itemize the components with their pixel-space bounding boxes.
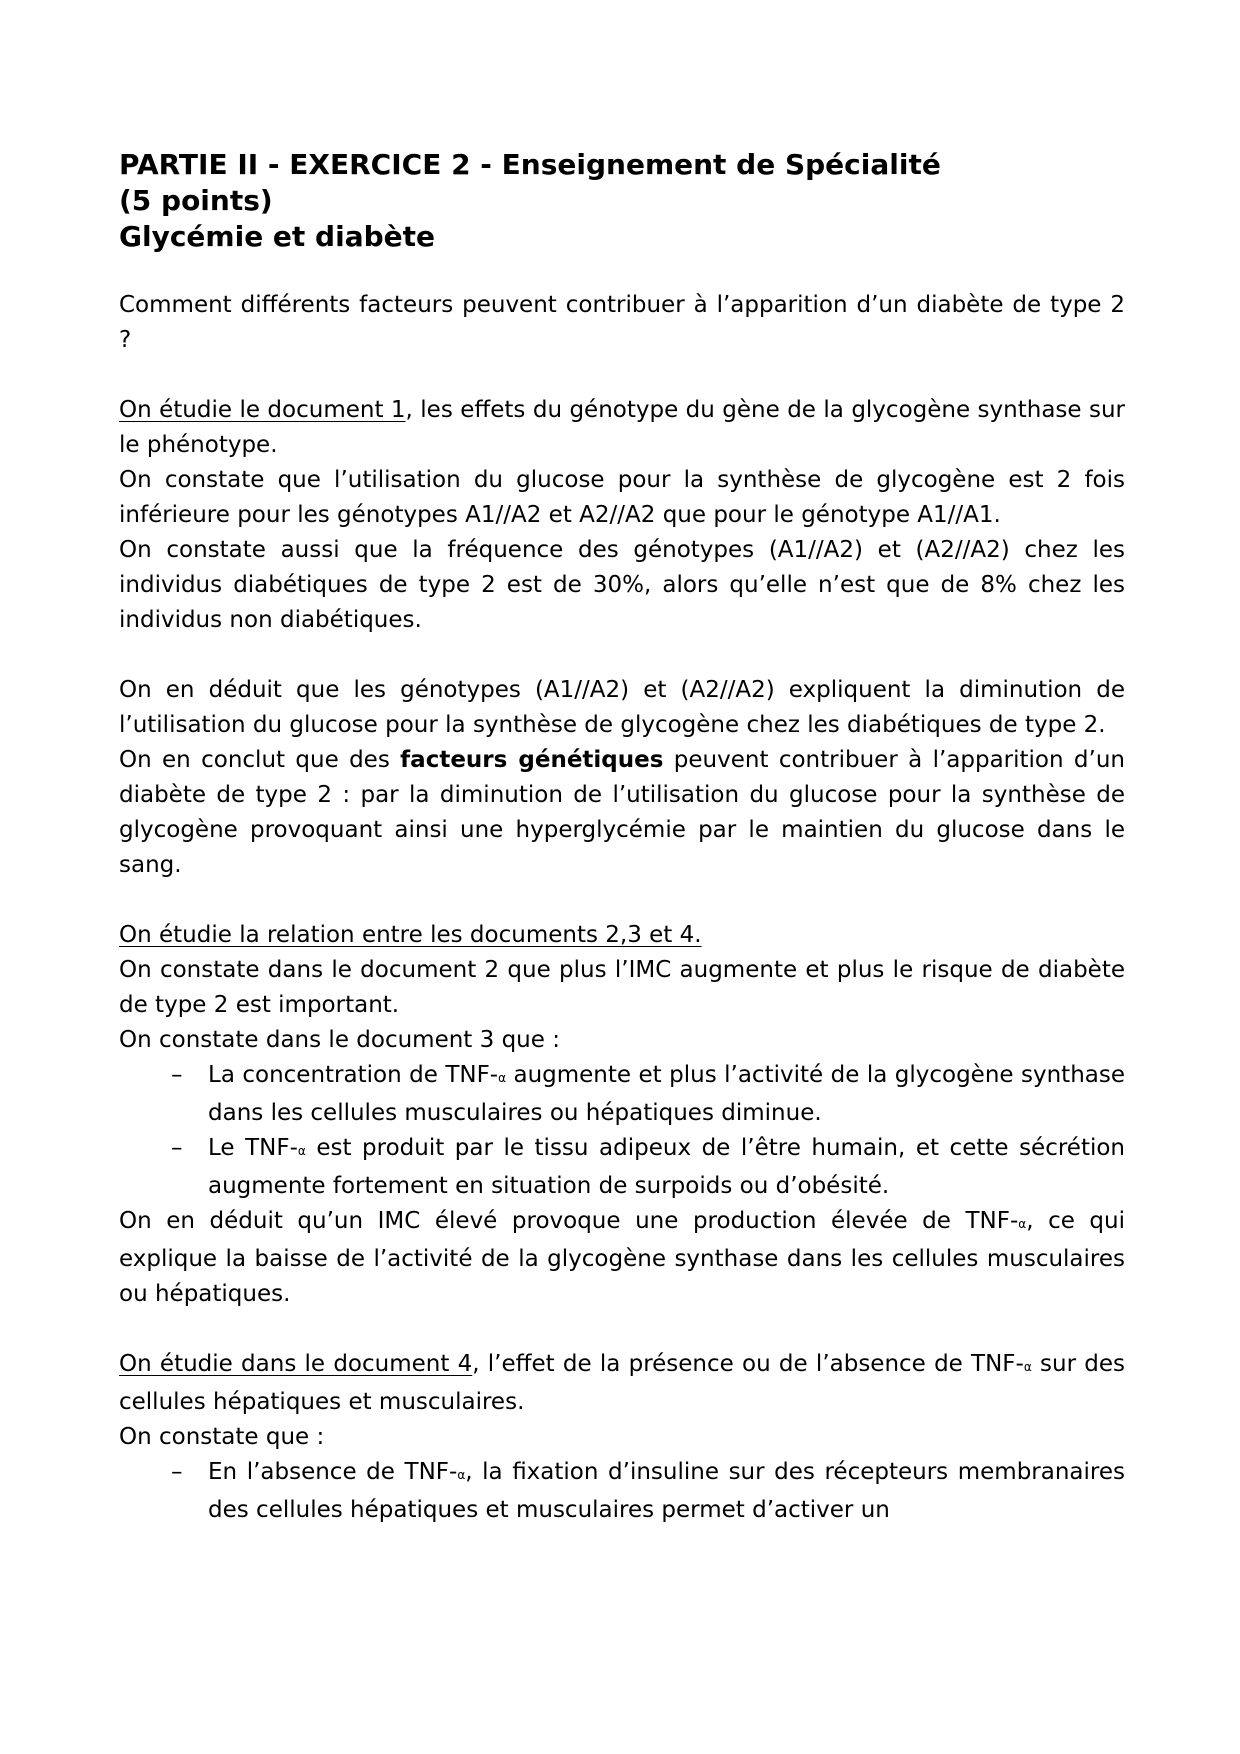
exercise-title: PARTIE II - EXERCICE 2 - Enseignement de Spécialité <box>119 148 941 181</box>
section3-paragraph2: On constate que : <box>119 1424 325 1450</box>
document-content <box>119 147 1125 1528</box>
list-item-text: , la fixation d’insuline sur des récepteurs membranaires des cellules hépatiques et musculaires permet d’activer un <box>208 1459 1126 1523</box>
section1-paragraph1-text: , les effets du génotype du gène de la glycogène synthase sur le phénotype. <box>119 397 1125 458</box>
alpha-subscript: α <box>297 1144 306 1158</box>
section2-paragraph3 <box>119 1204 1125 1312</box>
section2-heading <box>119 918 1125 953</box>
exercise-points: (5 points) <box>119 184 273 217</box>
list-item <box>119 1058 1125 1131</box>
list-item <box>119 1131 1125 1204</box>
section2-list <box>119 1058 1125 1204</box>
conclusion-text-before: On en conclut que des <box>119 747 401 773</box>
document4-reference: On étudie dans le document 4 <box>119 1351 473 1377</box>
paragraph-text: On en déduit qu’un IMC élevé provoque une production élevée de TNF- <box>119 1208 1019 1234</box>
intro-question: Comment différents facteurs peuvent contribuer à l’apparition d’un diabète de type 2 ? <box>119 292 1125 353</box>
alpha-subscript: α <box>1023 1360 1032 1374</box>
list-item-text: Le TNF- <box>208 1135 298 1161</box>
exercise-subtitle: Glycémie et diabète <box>119 220 435 253</box>
section1-conclusion <box>119 743 1125 883</box>
bullet-dash: – <box>171 1135 183 1161</box>
paragraph-text: sur des cellules hépatiques et musculaires. <box>119 1351 1125 1415</box>
list-item-text: est produit par le tissu adipeux de l’être humain, et cette sécrétion augmente fortement en situation de surpoids ou d’obésité. <box>208 1135 1126 1199</box>
section1-paragraph4: On en déduit que les génotypes (A1//A2) et (A2//A2) expliquent la diminution de l’utilisation du glucose pour la synthèse de glycogène chez les diabétiques de type 2. <box>119 677 1125 738</box>
section2-paragraph2: On constate dans le document 3 que : <box>119 1027 560 1053</box>
section3-list <box>119 1455 1125 1528</box>
alpha-subscript: α <box>498 1071 507 1085</box>
documents-2-3-4-reference: On étudie la relation entre les documents 2,3 et 4. <box>119 922 702 948</box>
bullet-dash: – <box>171 1062 183 1088</box>
section3-paragraph1 <box>119 1347 1125 1420</box>
document1-reference: On étudie le document 1 <box>119 397 406 423</box>
list-item <box>119 1455 1125 1528</box>
paragraph-text: , ce qui explique la baisse de l’activité de la glycogène synthase dans les cellules musculaires ou hépatiques. <box>119 1208 1125 1307</box>
list-item-text: En l’absence de TNF- <box>208 1459 458 1485</box>
paragraph-text: , l’effet de la présence ou de l’absence de TNF- <box>472 1351 1024 1377</box>
bullet-dash: – <box>171 1459 183 1485</box>
conclusion-bold-term: facteurs génétiques <box>400 747 664 773</box>
alpha-subscript: α <box>1018 1217 1027 1231</box>
list-item-text: augmente et plus l’activité de la glycogène synthase dans les cellules musculaires ou hépatiques diminue. <box>208 1062 1126 1126</box>
section1-paragraph3: On constate aussi que la fréquence des génotypes (A1//A2) et (A2//A2) chez les individus diabétiques de type 2 est de 30%, alors qu’elle n’est que de 8% chez les individus non diabétiques. <box>119 537 1125 633</box>
section1-paragraph2: On constate que l’utilisation du glucose pour la synthèse de glycogène est 2 fois inférieure pour les génotypes A1//A2 et A2//A2 que pour le génotype A1//A1. <box>119 467 1125 528</box>
list-item-text: La concentration de TNF- <box>208 1062 499 1088</box>
alpha-subscript: α <box>457 1468 466 1482</box>
conclusion-text-after: peuvent contribuer à l’apparition d’un diabète de type 2 : par la diminution de l’utilisation du glucose pour la synthèse de glycogène provoquant ainsi une hyperglycémie par le maintien du glucose dans le sang. <box>119 747 1125 878</box>
section1-paragraph1 <box>119 393 1125 463</box>
section2-paragraph1: On constate dans le document 2 que plus l’IMC augmente et plus le risque de diabète de type 2 est important. <box>119 957 1125 1018</box>
